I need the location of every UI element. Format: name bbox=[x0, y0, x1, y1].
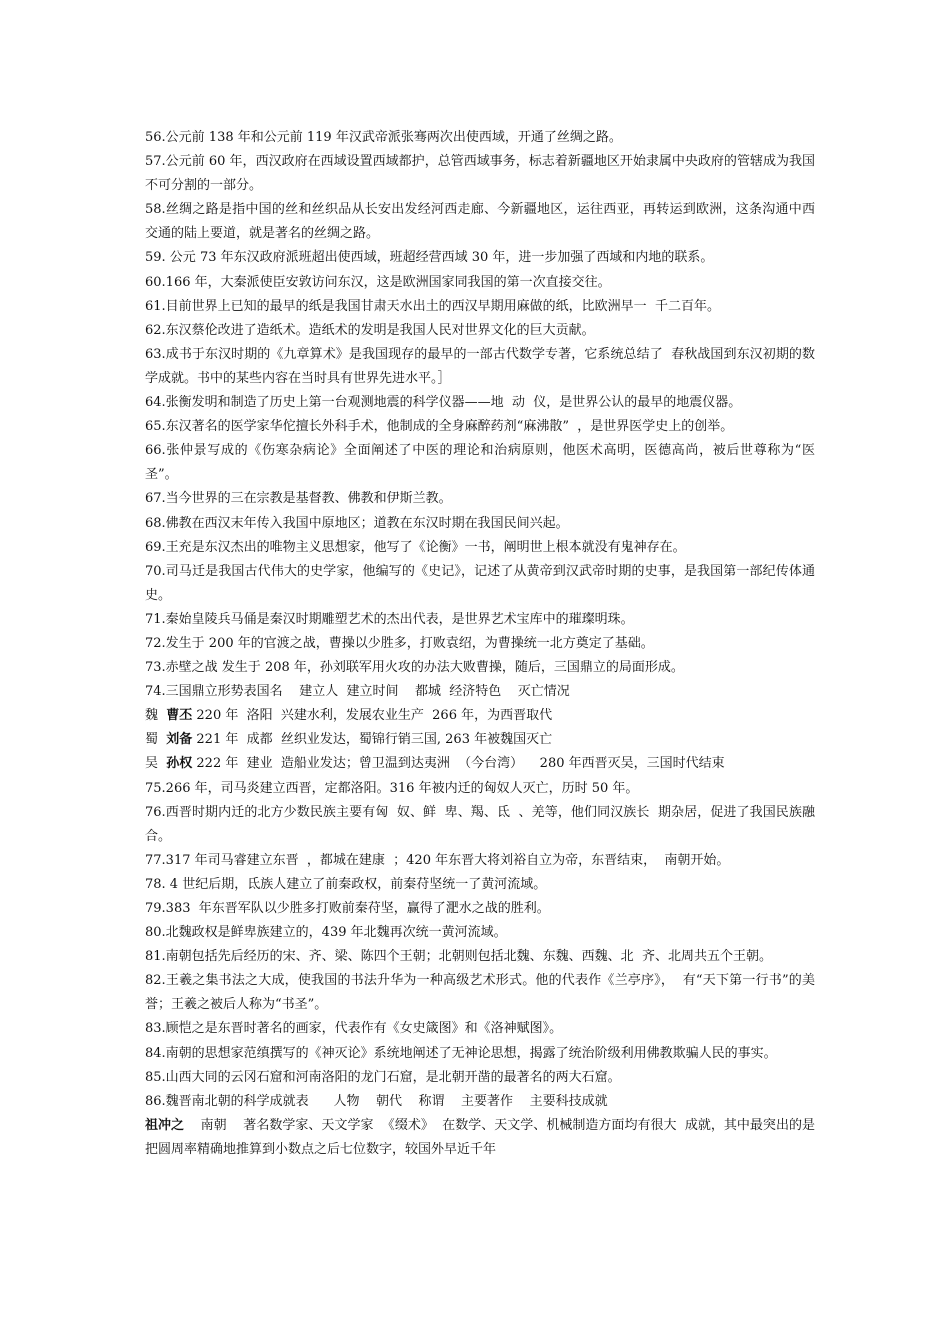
paragraph-81: 81.南朝包括先后经历的宋、齐、梁、陈四个王朝；北朝则包括北魏、东魏、西魏、北 齐、北周共五个王朝。 bbox=[145, 949, 772, 965]
paragraph-66: 66.张仲景写成的《伤寒杂病论》全面阐述了中医的理论和治病原则，他医术高明，医德高尚，被后世尊称为“医圣”。 bbox=[145, 443, 815, 483]
row-details: 南朝 著名数学家、天文学家 《缀术》 在数学、天文学、机械制造方面均有很大 成就，其中最突出的是把圆周率精确地推算到小数点之后七位数字，较国外早近千年 bbox=[145, 1117, 815, 1157]
paragraph-57: 57.公元前 60 年，西汉政府在西域设置西域都护，总管西域事务，标志着新疆地区开始隶属中央政府的管辖成为我国不可分割的一部分。 bbox=[145, 154, 815, 194]
row-prefix: 吴 bbox=[145, 756, 167, 772]
document-page bbox=[145, 126, 815, 1162]
paragraph-61: 61.目前世界上已知的最早的纸是我国甘肃天水出土的西汉早期用麻做的纸，比欧洲早一 千二百年。 bbox=[145, 298, 720, 314]
row-founder: 刘备 bbox=[166, 732, 193, 748]
table-row-wu bbox=[145, 752, 815, 776]
row-details: 221 年 成都 丝织业发达，蜀锦行销三国, 263 年被魏国灭亡 bbox=[192, 732, 553, 748]
table-row-zu-chongzhi bbox=[145, 1114, 815, 1162]
paragraph-71: 71.秦始皇陵兵马俑是秦汉时期雕塑艺术的杰出代表，是世界艺术宝库中的璀璨明珠。 bbox=[145, 611, 634, 627]
table-row-shu bbox=[145, 728, 815, 752]
paragraph-60: 60.166 年，大秦派使臣安敦访问东汉，这是欧洲国家同我国的第一次直接交往。 bbox=[145, 274, 611, 290]
row-founder: 曹丕 bbox=[166, 708, 193, 724]
paragraph-56: 56.公元前 138 年和公元前 119 年汉武帝派张骞两次出使西域，开通了丝绸之路。 bbox=[145, 130, 622, 145]
row-details: 220 年 洛阳 兴建水利，发展农业生产 266 年，为西晋取代 bbox=[192, 708, 553, 724]
paragraph-74-table-header: 74.三国鼎立形势表国名 建立人 建立时间 都城 经济特色 灭亡情况 bbox=[145, 684, 570, 700]
row-prefix: 蜀 bbox=[145, 732, 167, 748]
row-prefix: 魏 bbox=[145, 708, 167, 724]
paragraph-83: 83.顾恺之是东晋时著名的画家，代表作有《女史箴图》和《洛神赋图》。 bbox=[145, 1021, 563, 1037]
paragraph-70: 70.司马迁是我国古代伟大的史学家，他编写的《史记》，记述了从黄帝到汉武帝时期的史事，是我国第一部纪传体通史。 bbox=[145, 563, 815, 603]
row-founder: 孙权 bbox=[166, 756, 193, 772]
paragraph-63: 63.成书于东汉时期的《九章算术》是我国现存的最早的一部古代数学专著，它系统总结了 春秋战国到东汉初期的数学成就。书中的某些内容在当时具有世界先进水平。］ bbox=[145, 346, 815, 386]
paragraph-72: 72.发生于 200 年的官渡之战，曹操以少胜多，打败袁绍，为曹操统一北方奠定了基础。 bbox=[145, 635, 654, 651]
paragraph-76: 76.西晋时期内迁的北方少数民族主要有匈 奴、鲜 卑、羯、氐 、羌等，他们同汉族长 期杂居，促进了我国民族融合。 bbox=[145, 804, 815, 844]
paragraph-67: 67.当今世界的三在宗教是基督教、佛教和伊斯兰教。 bbox=[145, 491, 452, 507]
paragraph-77: 77.317 年司马睿建立东晋 ，都城在建康 ；420 年东晋大将刘裕自立为帝，东晋结束， 南朝开始。 bbox=[145, 852, 730, 868]
paragraph-85: 85.山西大同的云冈石窟和河南洛阳的龙门石窟，是北朝开凿的最著名的两大石窟。 bbox=[145, 1069, 621, 1085]
paragraph-64: 64.张衡发明和制造了历史上第一台观测地震的科学仪器——地 动 仪，是世界公认的最早的地震仪器。 bbox=[145, 395, 742, 411]
paragraph-86-table-header: 86.魏晋南北朝的科学成就表 人物 朝代 称谓 主要著作 主要科技成就 bbox=[145, 1093, 608, 1109]
table-row-wei bbox=[145, 704, 815, 728]
paragraph-82: 82.王羲之集书法之大成，使我国的书法升华为一种高级艺术形式。他的代表作《兰亭序》， 有“天下第一行书”的美誉；王羲之被后人称为“书圣”。 bbox=[145, 973, 815, 1013]
paragraph-62: 62.东汉蔡伦改进了造纸术。造纸术的发明是我国人民对世界文化的巨大贡献。 bbox=[145, 322, 595, 338]
row-details: 222 年 建业 造船业发达；曾卫温到达夷洲 （今台湾） 280 年西晋灭吴，三国时代结束 bbox=[192, 756, 725, 772]
paragraph-79: 79.383 年东晋军队以少胜多打败前秦苻坚，赢得了淝水之战的胜利。 bbox=[145, 901, 550, 916]
paragraph-78: 78. 4 世纪后期，氐族人建立了前秦政权，前秦苻坚统一了黄河流域。 bbox=[145, 876, 547, 892]
paragraph-80: 80.北魏政权是鲜卑族建立的，439 年北魏再次统一黄河流域。 bbox=[145, 925, 507, 941]
paragraph-73: 73.赤壁之战 发生于 208 年，孙刘联军用火攻的办法大败曹操，随后，三国鼎立的局面形成。 bbox=[145, 660, 684, 676]
paragraph-68: 68.佛教在西汉末年传入我国中原地区；道教在东汉时期在我国民间兴起。 bbox=[145, 515, 569, 531]
paragraph-59: 59. 公元 73 年东汉政府派班超出使西域，班超经营西域 30 年，进一步加强了西域和内地的联系。 bbox=[145, 250, 714, 266]
paragraph-84: 84.南朝的思想家范缜撰写的《神灭论》系统地阐述了无神论思想，揭露了统治阶级利用佛教欺骗人民的事实。 bbox=[145, 1045, 777, 1061]
row-person: 祖冲之 bbox=[145, 1117, 185, 1133]
paragraph-65: 65.东汉著名的医学家华佗擅长外科手术，他制成的全身麻醉药剂“麻沸散” ，是世界医学史上的创举。 bbox=[145, 419, 734, 435]
paragraph-58: 58.丝绸之路是指中国的丝和丝织品从长安出发经河西走廊、今新疆地区，运往西亚，再转运到欧洲，这条沟通中西交通的陆上要道，就是著名的丝绸之路。 bbox=[145, 202, 815, 242]
paragraph-75: 75.266 年，司马炎建立西晋，定都洛阳。316 年被内迁的匈奴人灭亡，历时 50 年。 bbox=[145, 780, 639, 796]
paragraph-69: 69.王充是东汉杰出的唯物主义思想家，他写了《论衡》一书，阐明世上根本就没有鬼神存在。 bbox=[145, 539, 686, 555]
